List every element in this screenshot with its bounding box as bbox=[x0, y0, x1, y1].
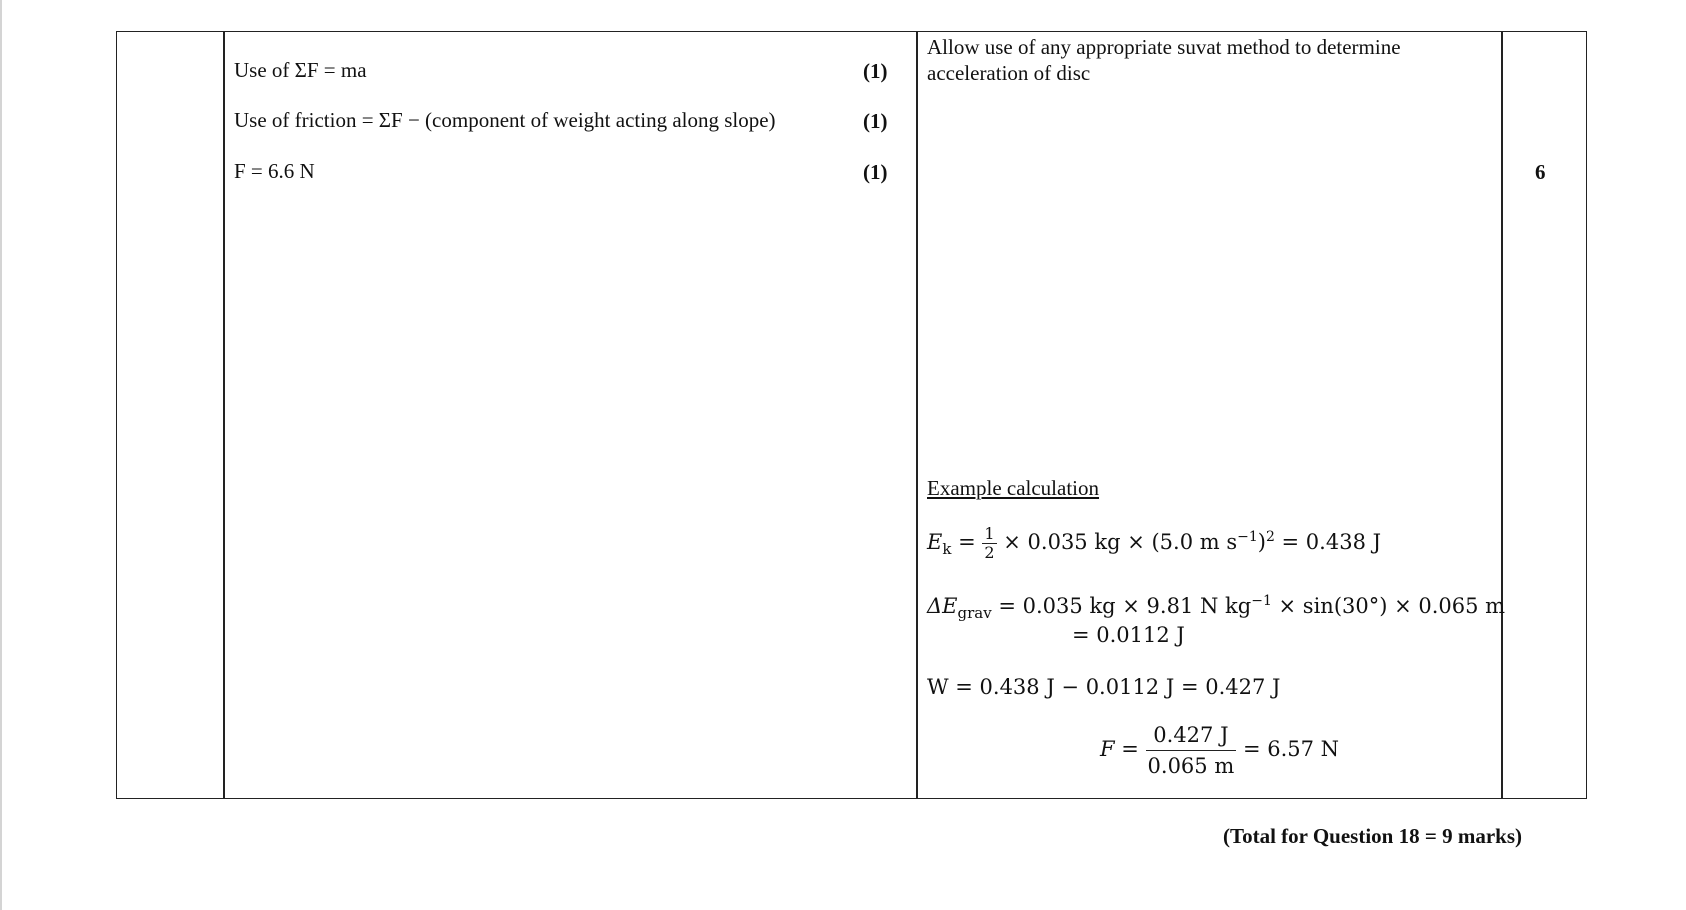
question-total: (Total for Question 18 = 9 marks) bbox=[1223, 824, 1522, 848]
answer-line-3: F = 6.6 N bbox=[234, 159, 315, 183]
force-fraction: $\frac{0.427 J}{0.065 m}$ bbox=[1146, 720, 1237, 781]
answer-line-1 bbox=[234, 57, 367, 83]
mark-2: (1) bbox=[863, 109, 888, 133]
page-left-rule bbox=[0, 0, 2, 910]
mark-3: (1) bbox=[863, 160, 888, 184]
force-equation: F = $\frac{0.427 J}{0.065 m}$ = 6.57 N bbox=[1100, 720, 1339, 781]
total-marks-cell: 6 bbox=[1535, 160, 1546, 184]
ek-equation: $E_k$ = $\frac{1}{2}$ × 0.035 kg × (5.0 m $s^{-1})^2 = 0.438$ J bbox=[927, 524, 1382, 562]
column-divider bbox=[223, 32, 225, 798]
answer-line-1-text: Use of ΣF = ma bbox=[234, 58, 367, 82]
mark-scheme-table bbox=[116, 31, 1587, 799]
example-heading: Example calculation bbox=[927, 476, 1100, 500]
half-fraction: $\frac{1}{2}$ bbox=[984, 524, 995, 562]
mark-1: (1) bbox=[863, 59, 888, 83]
work-equation: W = 0.438 J − 0.0112 J = 0.427 J bbox=[927, 675, 1281, 699]
guidance-line-1: Allow use of any appropriate suvat method to determine bbox=[927, 35, 1401, 59]
egrav-equation: $\Delta E_{grav} = 0.035$ kg × 9.81 N $kg^{-1} \times \sin(30^\circ) \times 0.065$ m bbox=[927, 593, 1506, 623]
answer-line-2: Use of friction = ΣF − (component of weight acting along slope) bbox=[234, 108, 776, 132]
column-divider bbox=[1501, 32, 1503, 798]
column-divider bbox=[916, 32, 918, 798]
egrav-result: = 0.0112 J bbox=[1072, 623, 1185, 647]
guidance-line-2: acceleration of disc bbox=[927, 61, 1091, 85]
